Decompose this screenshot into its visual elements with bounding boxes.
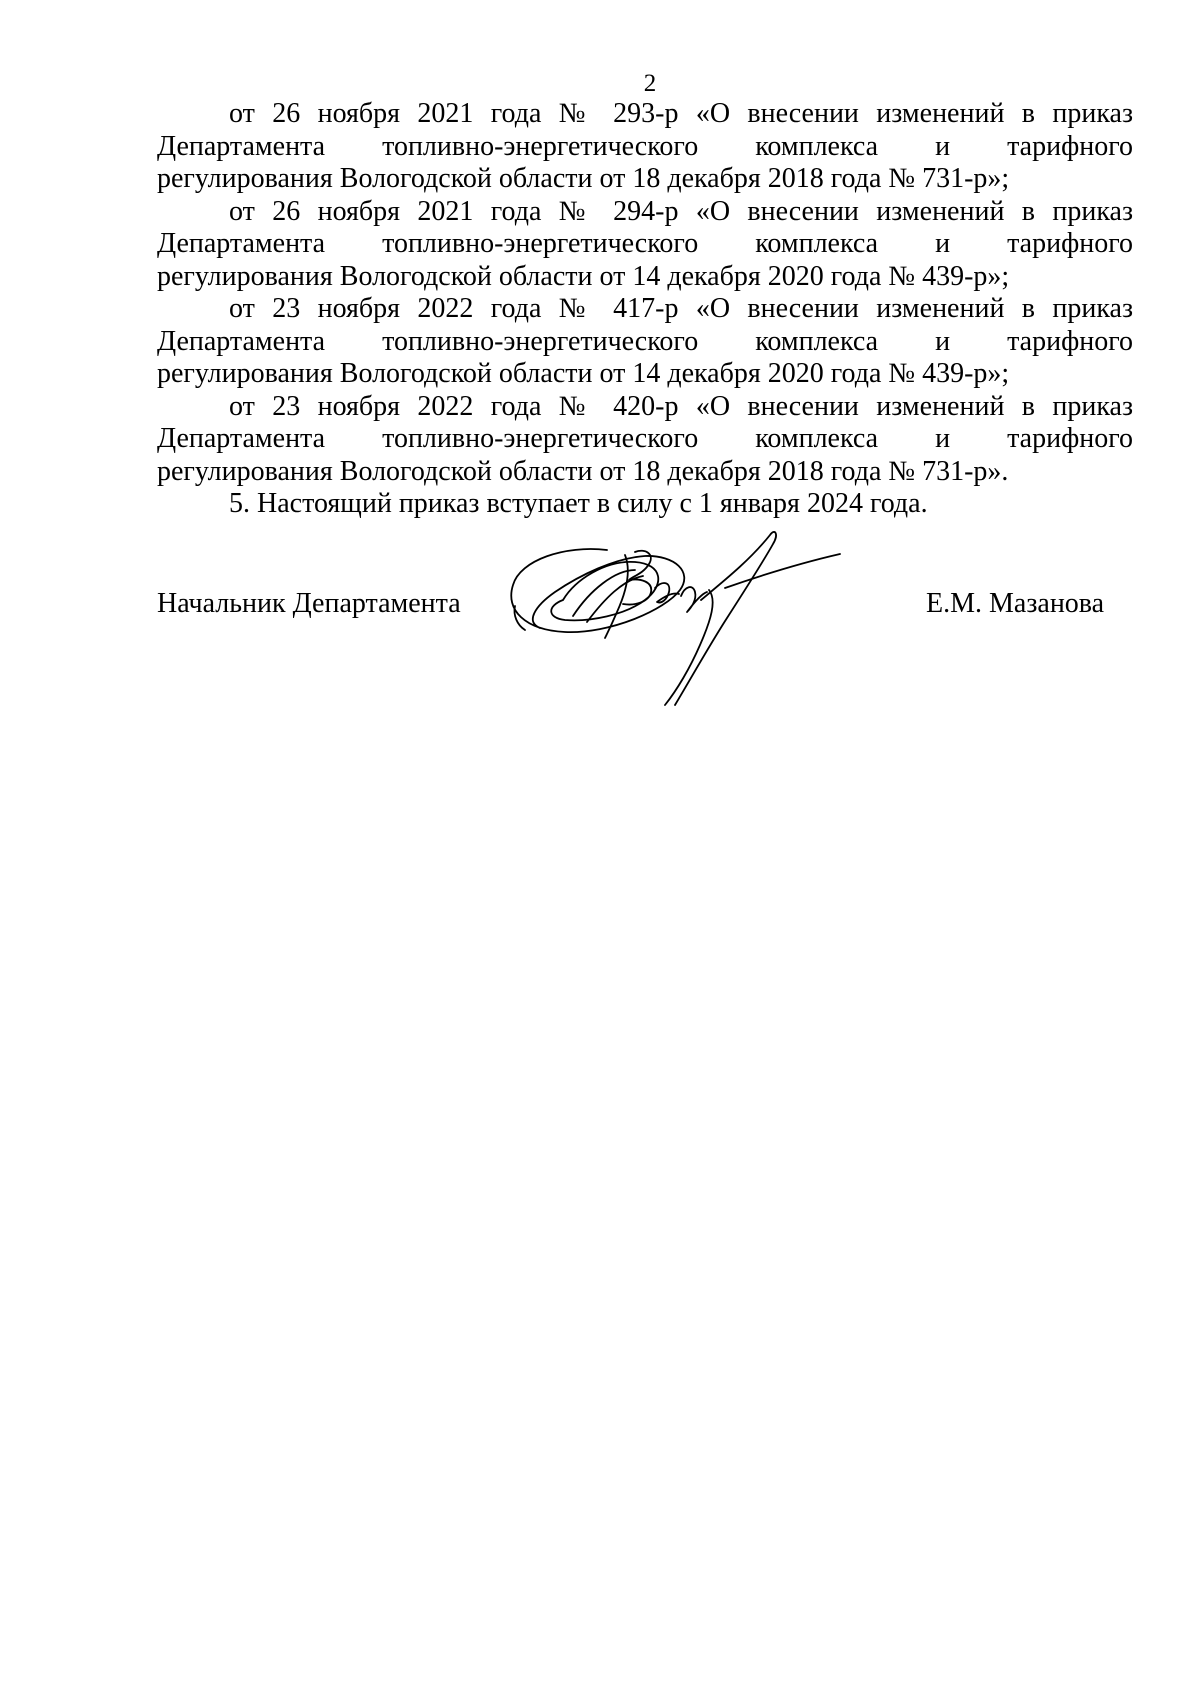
signatory-title: Начальник Департамента [157,588,461,619]
effective-date-clause: 5. Настоящий приказ вступает в силу с 1 января 2024 года. [229,488,928,519]
paragraph-line: от 23 ноября 2022 года № 420-р «О внесении изменений в приказ [229,390,1133,422]
signatory-name: Е.М. Мазанова [926,588,1105,619]
amendment-paragraph-1 [157,98,1133,196]
document-body [157,98,1133,521]
paragraph-line: регулирования Вологодской области от 14 декабря 2020 года № 439-р»; [157,358,1010,389]
paragraph-line: Департамента топливно-энергетического комплекса и тарифного [157,130,1133,162]
amendment-paragraph-2 [157,196,1133,294]
paragraph-line: Департамента топливно-энергетического комплекса и тарифного [157,325,1133,357]
paragraph-line: регулирования Вологодской области от 14 декабря 2020 года № 439-р»; [157,260,1010,292]
paragraph-line: регулирования Вологодской области от 18 декабря 2018 года № 731-р»; [157,163,1010,194]
page-number: 2 [643,70,657,97]
paragraph-line: от 26 ноября 2021 года № 294-р «О внесении изменений в приказ [229,195,1133,227]
handwritten-signature [495,530,865,730]
amendment-paragraph-3 [157,293,1133,391]
amendment-paragraph-4 [157,391,1133,489]
paragraph-line: Департамента топливно-энергетического комплекса и тарифного [157,228,1133,259]
paragraph-line: регулирования Вологодской области от 18 декабря 2018 года № 731-р». [157,455,1009,487]
paragraph-line: от 23 ноября 2022 года № 417-р «О внесении изменений в приказ [229,293,1133,324]
paragraph-line: Департамента топливно-энергетического комплекса и тарифного [157,423,1133,454]
paragraph-line: от 26 ноября 2021 года № 293-р «О внесении изменений в приказ [229,98,1133,129]
